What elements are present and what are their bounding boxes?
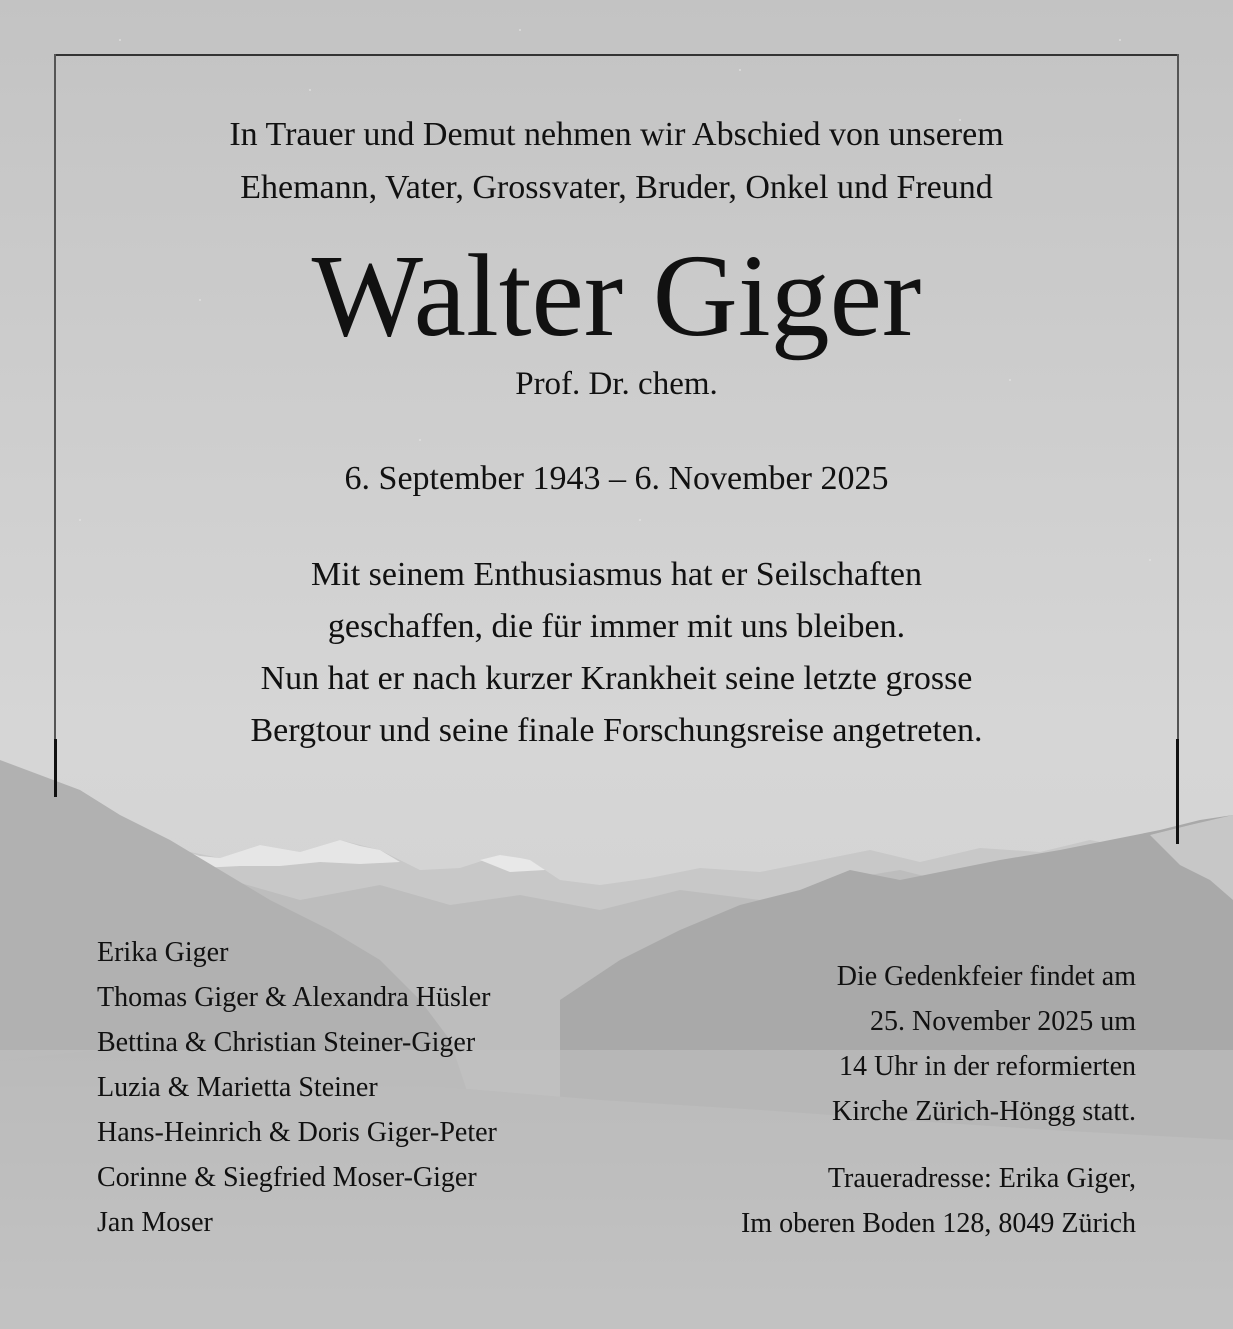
family-list (97, 930, 657, 1245)
memorial-line: Die Gedenkfeier findet am (836, 961, 1136, 992)
quote-line: Bergtour und seine finale Forschungsreise angetreten. (250, 712, 983, 749)
academic-title: Prof. Dr. chem. (515, 366, 718, 402)
quote-line: geschaffen, die für immer mit uns bleiben. (327, 608, 906, 645)
family-member: Corinne & Siegfried Moser-Giger (97, 1162, 477, 1193)
family-member: Luzia & Marietta Steiner (97, 1072, 378, 1103)
life-dates: 6. September 1943 – 6. November 2025 (344, 460, 889, 497)
intro-line: In Trauer und Demut nehmen wir Abschied von unserem (229, 116, 1004, 153)
family-member: Bettina & Christian Steiner-Giger (97, 1027, 476, 1058)
address-line: Traueradresse: Erika Giger, (827, 1163, 1136, 1194)
deceased-name: Walter Giger (311, 230, 922, 361)
family-member: Hans-Heinrich & Doris Giger-Peter (97, 1117, 497, 1148)
intro-line: Ehemann, Vater, Grossvater, Bruder, Onkel und Freund (240, 169, 993, 206)
mourning-address (576, 1156, 1136, 1246)
family-member: Thomas Giger & Alexandra Hüsler (97, 982, 491, 1013)
quote-line: Nun hat er nach kurzer Krankheit seine letzte grosse (260, 660, 973, 697)
memorial-service-info (576, 954, 1136, 1134)
family-member: Erika Giger (97, 937, 229, 968)
memorial-line: Kirche Zürich-Höngg statt. (831, 1096, 1136, 1127)
frame-top-line (54, 54, 1179, 56)
memorial-quote (0, 549, 1233, 757)
memorial-line: 25. November 2025 um (870, 1006, 1136, 1037)
address-line: Im oberen Boden 128, 8049 Zürich (740, 1208, 1136, 1239)
quote-line: Mit seinem Enthusiasmus hat er Seilschaften (311, 556, 922, 593)
memorial-line: 14 Uhr in der reformierten (839, 1051, 1136, 1082)
family-member: Jan Moser (97, 1207, 213, 1238)
intro-text (0, 108, 1233, 214)
